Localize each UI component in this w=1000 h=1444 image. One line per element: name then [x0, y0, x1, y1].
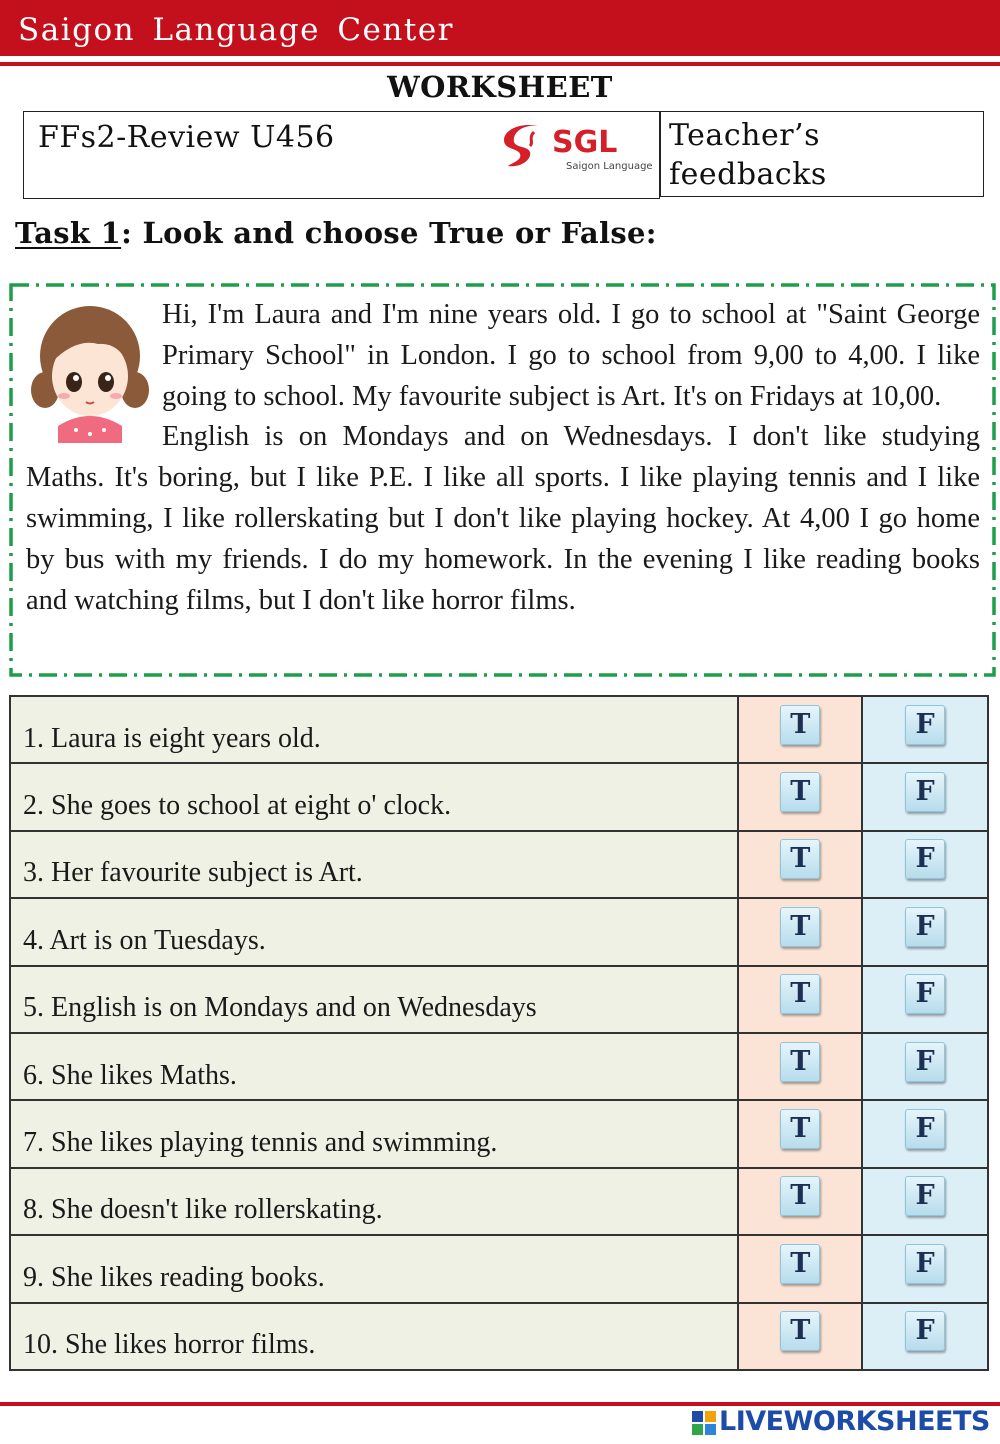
question-text: 3. Her favourite subject is Art.: [10, 831, 738, 898]
false-button[interactable]: F: [905, 1042, 945, 1082]
true-button[interactable]: T: [780, 1176, 820, 1216]
question-row: [10, 898, 988, 965]
logo-subtext: Saigon Language: [566, 161, 653, 172]
question-row: [10, 831, 988, 898]
false-button[interactable]: F: [905, 705, 945, 745]
false-button[interactable]: F: [905, 907, 945, 947]
illustration-space: [26, 295, 162, 457]
false-cell: [862, 966, 988, 1033]
teacher-feedback-box: [660, 111, 984, 197]
question-text: 2. She goes to school at eight o' clock.: [10, 763, 738, 830]
false-button[interactable]: F: [905, 1176, 945, 1216]
false-button[interactable]: F: [905, 1244, 945, 1284]
false-button[interactable]: F: [905, 772, 945, 812]
false-cell: [862, 898, 988, 965]
center-name: Saigon Language Center: [18, 12, 454, 48]
teacher-feedback-label: Teacher’s feedbacks: [669, 118, 827, 192]
true-cell: [738, 831, 862, 898]
passage-text-intro: Hi, I'm Laura and I'm nine years old. I go to school at "Saint George Primary School" in London. I go to school from 9,00 to 4,00. I like going to school. My favourite subject is Art. It's on Fridays at 10,00.: [162, 299, 980, 412]
question-row: [10, 1033, 988, 1100]
false-cell: [862, 1235, 988, 1302]
question-row: [10, 696, 988, 763]
true-button[interactable]: T: [780, 907, 820, 947]
question-text: 5. English is on Mondays and on Wednesdays: [10, 966, 738, 1033]
question-row: [10, 1100, 988, 1167]
true-cell: [738, 1303, 862, 1370]
false-cell: [862, 763, 988, 830]
false-cell: [862, 1168, 988, 1235]
false-button[interactable]: F: [905, 1311, 945, 1351]
question-row: [10, 1303, 988, 1370]
liveworksheets-logo: [692, 1406, 992, 1440]
liveworksheets-brand: LIVEWORKSHEETS: [719, 1406, 990, 1437]
question-text: 9. She likes reading books.: [10, 1235, 738, 1302]
logo-text: SGL: [552, 125, 618, 160]
course-info-box: [23, 111, 660, 199]
question-text: 8. She doesn't like rollerskating.: [10, 1168, 738, 1235]
reading-passage: [26, 295, 980, 621]
false-button[interactable]: F: [905, 839, 945, 879]
header-divider: [0, 62, 1000, 66]
question-text: 4. Art is on Tuesdays.: [10, 898, 738, 965]
question-text: 10. She likes horror films.: [10, 1303, 738, 1370]
true-button[interactable]: T: [780, 974, 820, 1014]
true-button[interactable]: T: [780, 1244, 820, 1284]
true-cell: [738, 696, 862, 763]
true-cell: [738, 898, 862, 965]
true-cell: [738, 1100, 862, 1167]
true-button[interactable]: T: [780, 705, 820, 745]
false-cell: [862, 831, 988, 898]
worksheet-title: WORKSHEET: [387, 70, 613, 104]
false-cell: [862, 1303, 988, 1370]
question-row: [10, 966, 988, 1033]
liveworksheets-grid-icon: [692, 1411, 716, 1435]
question-text: 6. She likes Maths.: [10, 1033, 738, 1100]
true-cell: [738, 1235, 862, 1302]
question-row: [10, 763, 988, 830]
sgl-logo: [494, 116, 654, 176]
course-code: FFs2-Review U456: [38, 120, 335, 155]
task-heading: [15, 216, 657, 250]
true-cell: [738, 1168, 862, 1235]
true-cell: [738, 763, 862, 830]
passage-text-body: English is on Mondays and on Wednesdays. I don't like studying Maths. It's boring, but I like P.E. I like all sports. I like playing tennis and I like swimming, I like rollerskating but I don't like playing hockey. At 4,00 I go home by bus with my friends. I do my homework. In the evening I like reading books and watching films, but I don't like horror films.: [26, 421, 980, 616]
task-instruction: : Look and choose True or False:: [121, 216, 657, 250]
true-button[interactable]: T: [780, 1311, 820, 1351]
true-cell: [738, 1033, 862, 1100]
true-cell: [738, 966, 862, 1033]
true-button[interactable]: T: [780, 1042, 820, 1082]
true-false-table: [9, 695, 989, 1371]
false-button[interactable]: F: [905, 1109, 945, 1149]
true-button[interactable]: T: [780, 839, 820, 879]
true-button[interactable]: T: [780, 1109, 820, 1149]
false-cell: [862, 1033, 988, 1100]
task-number: Task 1: [15, 216, 122, 250]
question-row: [10, 1235, 988, 1302]
header-bar: [0, 0, 1000, 56]
question-text: 7. She likes playing tennis and swimming.: [10, 1100, 738, 1167]
false-cell: [862, 696, 988, 763]
question-text: 1. Laura is eight years old.: [10, 696, 738, 763]
question-row: [10, 1168, 988, 1235]
true-button[interactable]: T: [780, 772, 820, 812]
false-cell: [862, 1100, 988, 1167]
false-button[interactable]: F: [905, 974, 945, 1014]
